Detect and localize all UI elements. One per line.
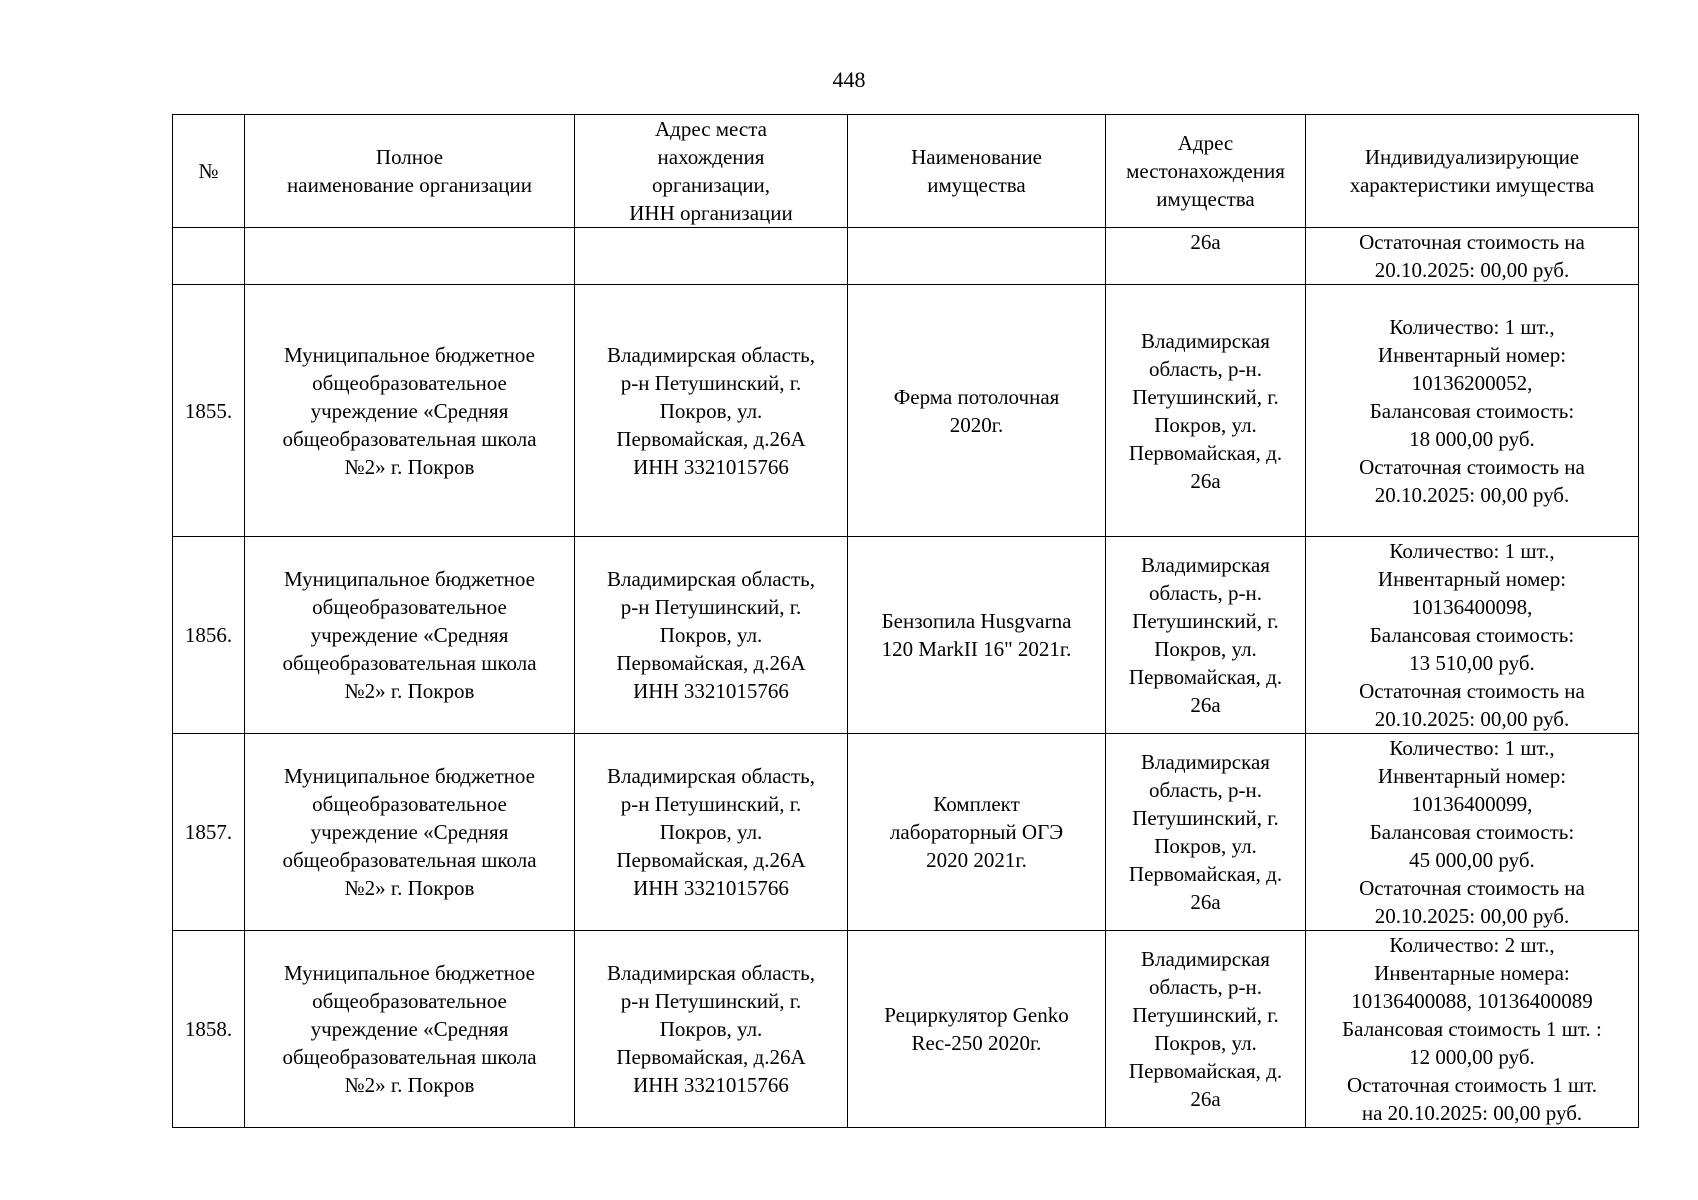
cell-number: 1857.: [173, 734, 245, 931]
cell-number: 1856.: [173, 537, 245, 734]
cell-org-name: Муниципальное бюджетное общеобразовательное учреждение «Средняя общеобразовательная школа №2» г. Покров: [245, 285, 575, 537]
header-org-address: Адрес места нахождения организации, ИНН организации: [575, 115, 848, 228]
cell-characteristics: Количество: 2 шт., Инвентарные номера: 10136400088, 10136400089 Балансовая стоимость 1 шт. : 12 000,00 руб. Остаточная стоимость 1 шт. на 20.10.2025: 00,00 руб.: [1306, 931, 1639, 1128]
cell-org-address: [575, 228, 848, 285]
table-row: [173, 734, 1639, 931]
table-row: [173, 931, 1639, 1128]
cell-characteristics: Остаточная стоимость на 20.10.2025: 00,00 руб.: [1306, 228, 1639, 285]
cell-org-name: Муниципальное бюджетное общеобразовательное учреждение «Средняя общеобразовательная школа №2» г. Покров: [245, 537, 575, 734]
cell-property-name: Рециркулятор Genko Rec-250 2020г.: [848, 931, 1106, 1128]
header-characteristics: Индивидуализирующие характеристики имущества: [1306, 115, 1639, 228]
cell-org-address: Владимирская область, р-н Петушинский, г. Покров, ул. Первомайская, д.26А ИНН 3321015766: [575, 285, 848, 537]
table-row: [173, 537, 1639, 734]
cell-number: 1858.: [173, 931, 245, 1128]
header-org-name: Полное наименование организации: [245, 115, 575, 228]
cell-property-address: Владимирская область, р-н. Петушинский, г. Покров, ул. Первомайская, д. 26а: [1106, 537, 1306, 734]
cell-property-name: Бензопила Husgvarna 120 MarkII 16" 2021г.: [848, 537, 1106, 734]
cell-org-name: Муниципальное бюджетное общеобразовательное учреждение «Средняя общеобразовательная школа №2» г. Покров: [245, 734, 575, 931]
table-row: [173, 285, 1639, 537]
property-table: [172, 114, 1639, 1128]
cell-property-address: 26а: [1106, 228, 1306, 285]
header-number: №: [173, 115, 245, 228]
cell-property-address: Владимирская область, р-н. Петушинский, г. Покров, ул. Первомайская, д. 26а: [1106, 931, 1306, 1128]
cell-org-address: Владимирская область, р-н Петушинский, г. Покров, ул. Первомайская, д.26А ИНН 3321015766: [575, 931, 848, 1128]
cell-org-address: Владимирская область, р-н Петушинский, г. Покров, ул. Первомайская, д.26А ИНН 3321015766: [575, 537, 848, 734]
header-property-name: Наименование имущества: [848, 115, 1106, 228]
cell-number: [173, 228, 245, 285]
cell-number: 1855.: [173, 285, 245, 537]
page-number: 448: [832, 67, 866, 92]
cell-property-name: [848, 228, 1106, 285]
cell-property-name: Ферма потолочная 2020г.: [848, 285, 1106, 537]
cell-characteristics: Количество: 1 шт., Инвентарный номер: 10136200052, Балансовая стоимость: 18 000,00 руб. Остаточная стоимость на 20.10.2025: 00,00 руб.: [1306, 285, 1639, 537]
cell-org-address: Владимирская область, р-н Петушинский, г. Покров, ул. Первомайская, д.26А ИНН 3321015766: [575, 734, 848, 931]
cell-org-name: [245, 228, 575, 285]
header-property-address: Адрес местонахождения имущества: [1106, 115, 1306, 228]
table-row-continuation: [173, 228, 1639, 285]
cell-property-name: Комплект лабораторный ОГЭ 2020 2021г.: [848, 734, 1106, 931]
table-header-row: [173, 115, 1639, 228]
cell-characteristics: Количество: 1 шт., Инвентарный номер: 10136400098, Балансовая стоимость: 13 510,00 руб. Остаточная стоимость на 20.10.2025: 00,00 руб.: [1306, 537, 1639, 734]
cell-org-name: Муниципальное бюджетное общеобразовательное учреждение «Средняя общеобразовательная школа №2» г. Покров: [245, 931, 575, 1128]
cell-property-address: Владимирская область, р-н. Петушинский, г. Покров, ул. Первомайская, д. 26а: [1106, 734, 1306, 931]
cell-property-address: Владимирская область, р-н. Петушинский, г. Покров, ул. Первомайская, д. 26а: [1106, 285, 1306, 537]
cell-characteristics: Количество: 1 шт., Инвентарный номер: 10136400099, Балансовая стоимость: 45 000,00 руб. Остаточная стоимость на 20.10.2025: 00,00 руб.: [1306, 734, 1639, 931]
